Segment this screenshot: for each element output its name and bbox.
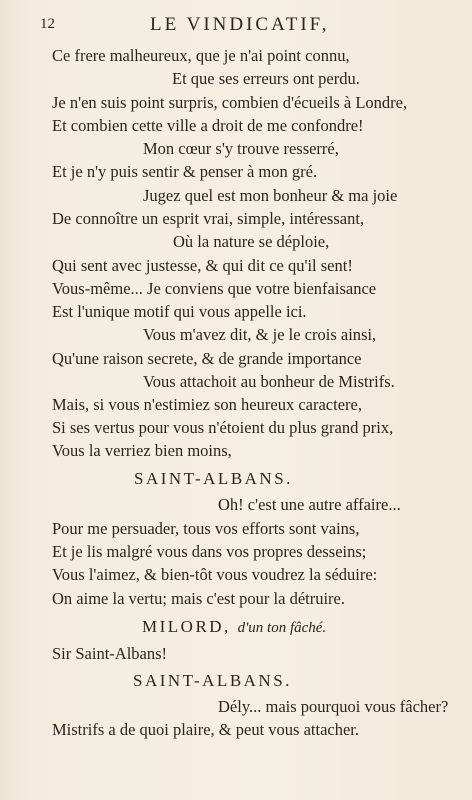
speaker-name: SAINT-ALBANS. — [133, 671, 292, 690]
verse-line: Si ses vertus pour vous n'étoient du plus grand prix, — [52, 418, 394, 437]
running-title: LE VINDICATIF, — [150, 14, 330, 35]
verse-line: De connoître un esprit vrai, simple, intéressant, — [52, 209, 365, 228]
verse-line: On aime la vertu; mais c'est pour la détruire. — [52, 589, 345, 608]
verse-line: Je n'en suis point surpris, combien d'écueils à Londre, — [52, 93, 408, 112]
verse-line: Vous attachoit au bonheur de Mistrifs. — [143, 372, 395, 391]
verse-line: Ce frere malheureux, que je n'ai point connu, — [52, 46, 350, 65]
verse-line: Sir Saint-Albans! — [52, 644, 168, 663]
verse-line: Qui sent avec justesse, & qui dit ce qu'il sent! — [52, 256, 353, 275]
verse-line: Où la nature se déploie, — [173, 232, 330, 251]
verse-line: Oh! c'est une autre affaire... — [218, 495, 401, 514]
verse-line: Vous m'avez dit, & je le crois ainsi, — [143, 325, 377, 344]
verse-line: Pour me persuader, tous vos efforts sont vains, — [52, 519, 360, 538]
stage-direction: d'un ton fâché. — [237, 620, 327, 636]
verse-line: Mistrifs a de quoi plaire, & peut vous attacher. — [52, 720, 360, 739]
verse-line: Vous la verriez bien moins, — [52, 441, 232, 460]
verse-line: Et je n'y puis sentir & penser à mon gré. — [52, 162, 318, 181]
verse-line: Et combien cette ville a droit de me confondre! — [52, 116, 364, 135]
page-number: 12 — [40, 16, 55, 32]
verse-line: Mon cœur s'y trouve resserré, — [143, 139, 339, 158]
verse-line: Qu'une raison secrete, & de grande importance — [52, 349, 362, 368]
verse-line: Vous-même... Je conviens que votre bienfaisance — [52, 279, 377, 298]
verse-line: Est l'unique motif qui vous appelle ici. — [52, 302, 307, 321]
verse-line: Jugez quel est mon bonheur & ma joie — [143, 186, 398, 205]
verse-line: Et que ses erreurs ont perdu. — [172, 69, 360, 88]
verse-line: Dély... mais pourquoi vous fâcher? — [218, 697, 449, 716]
verse-line: Mais, si vous n'estimiez son heureux caractere, — [52, 395, 362, 414]
speaker-name: MILORD, — [142, 617, 231, 636]
verse-line: Et je lis malgré vous dans vos propres desseins; — [52, 542, 367, 561]
page-header — [0, 14, 472, 38]
speaker-name: SAINT-ALBANS. — [134, 469, 293, 488]
speaker-line — [142, 616, 326, 639]
verse-line: Vous l'aimez, & bien-tôt vous voudrez la séduire: — [52, 565, 378, 584]
